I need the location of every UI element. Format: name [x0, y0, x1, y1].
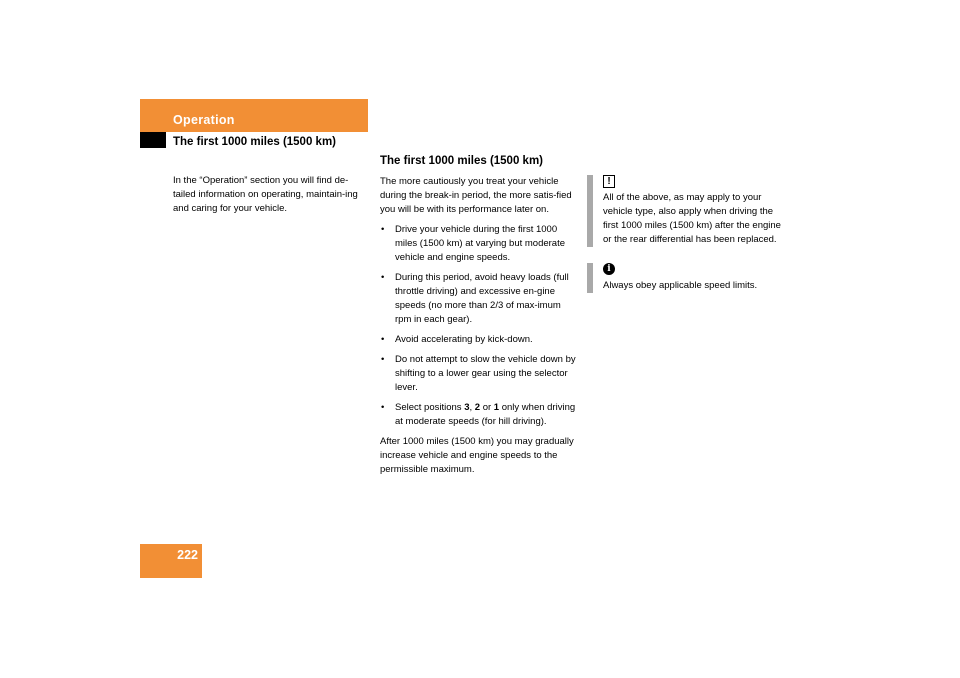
bullet-icon: •	[381, 224, 385, 235]
list-item: • Avoid accelerating by kick-down.	[381, 334, 533, 345]
list-item: • Do not attempt to slow the vehicle down by shifting to a lower gear using the selector lever.	[381, 354, 576, 393]
info-note	[587, 263, 787, 293]
bullet-icon: •	[381, 354, 385, 365]
warning-note	[587, 175, 787, 247]
warning-text: All of the above, as may apply to your vehicle type, also apply when driving the first 1000 miles (1500 km) after the engine or the rear differential has been replaced.	[603, 192, 781, 245]
bullet-icon: •	[381, 272, 385, 283]
list-item: • Drive your vehicle during the first 1000 miles (1500 km) at varying but moderate vehicle and engine speeds.	[381, 224, 566, 263]
subsection-title: The first 1000 miles (1500 km)	[173, 136, 336, 148]
header-bar	[140, 99, 368, 132]
main-content	[380, 175, 578, 483]
main-closing: After 1000 miles (1500 km) you may gradually increase vehicle and engine speeds to the permissible maximum.	[380, 436, 574, 475]
position-2: 2	[474, 402, 481, 413]
intro-text: In the “Operation” section you will find de-tailed information on operating, maintain-ing and caring for your vehicle.	[173, 175, 358, 214]
notes-column	[587, 175, 787, 293]
list-item: • During this period, avoid heavy loads (full throttle driving) and excessive en-gine speeds (no more than 2/3 of max-imum rpm in each gear).	[381, 272, 569, 325]
main-intro: The more cautiously you treat your vehicle during the break-in period, the more satis-fied you will be with its performance later on.	[380, 176, 572, 215]
note-bar	[587, 175, 593, 247]
bullet-list	[380, 223, 578, 429]
info-text: Always obey applicable speed limits.	[603, 280, 758, 291]
info-icon: i	[603, 263, 615, 275]
position-3: 3	[464, 402, 470, 413]
page-number: 222	[177, 548, 198, 562]
page-number-box	[140, 544, 202, 578]
list-item: • Select positions 3, 2 or 1 only when driving at moderate speeds (for hill driving).	[381, 402, 576, 427]
position-1: 1	[493, 402, 500, 413]
header-marker	[140, 132, 166, 148]
main-title: The first 1000 miles (1500 km)	[380, 155, 543, 167]
section-title: Operation	[173, 113, 235, 127]
bullet-icon: •	[381, 334, 385, 345]
warning-icon: !	[603, 175, 615, 188]
bullet-icon: •	[381, 402, 385, 413]
note-bar	[587, 263, 593, 293]
